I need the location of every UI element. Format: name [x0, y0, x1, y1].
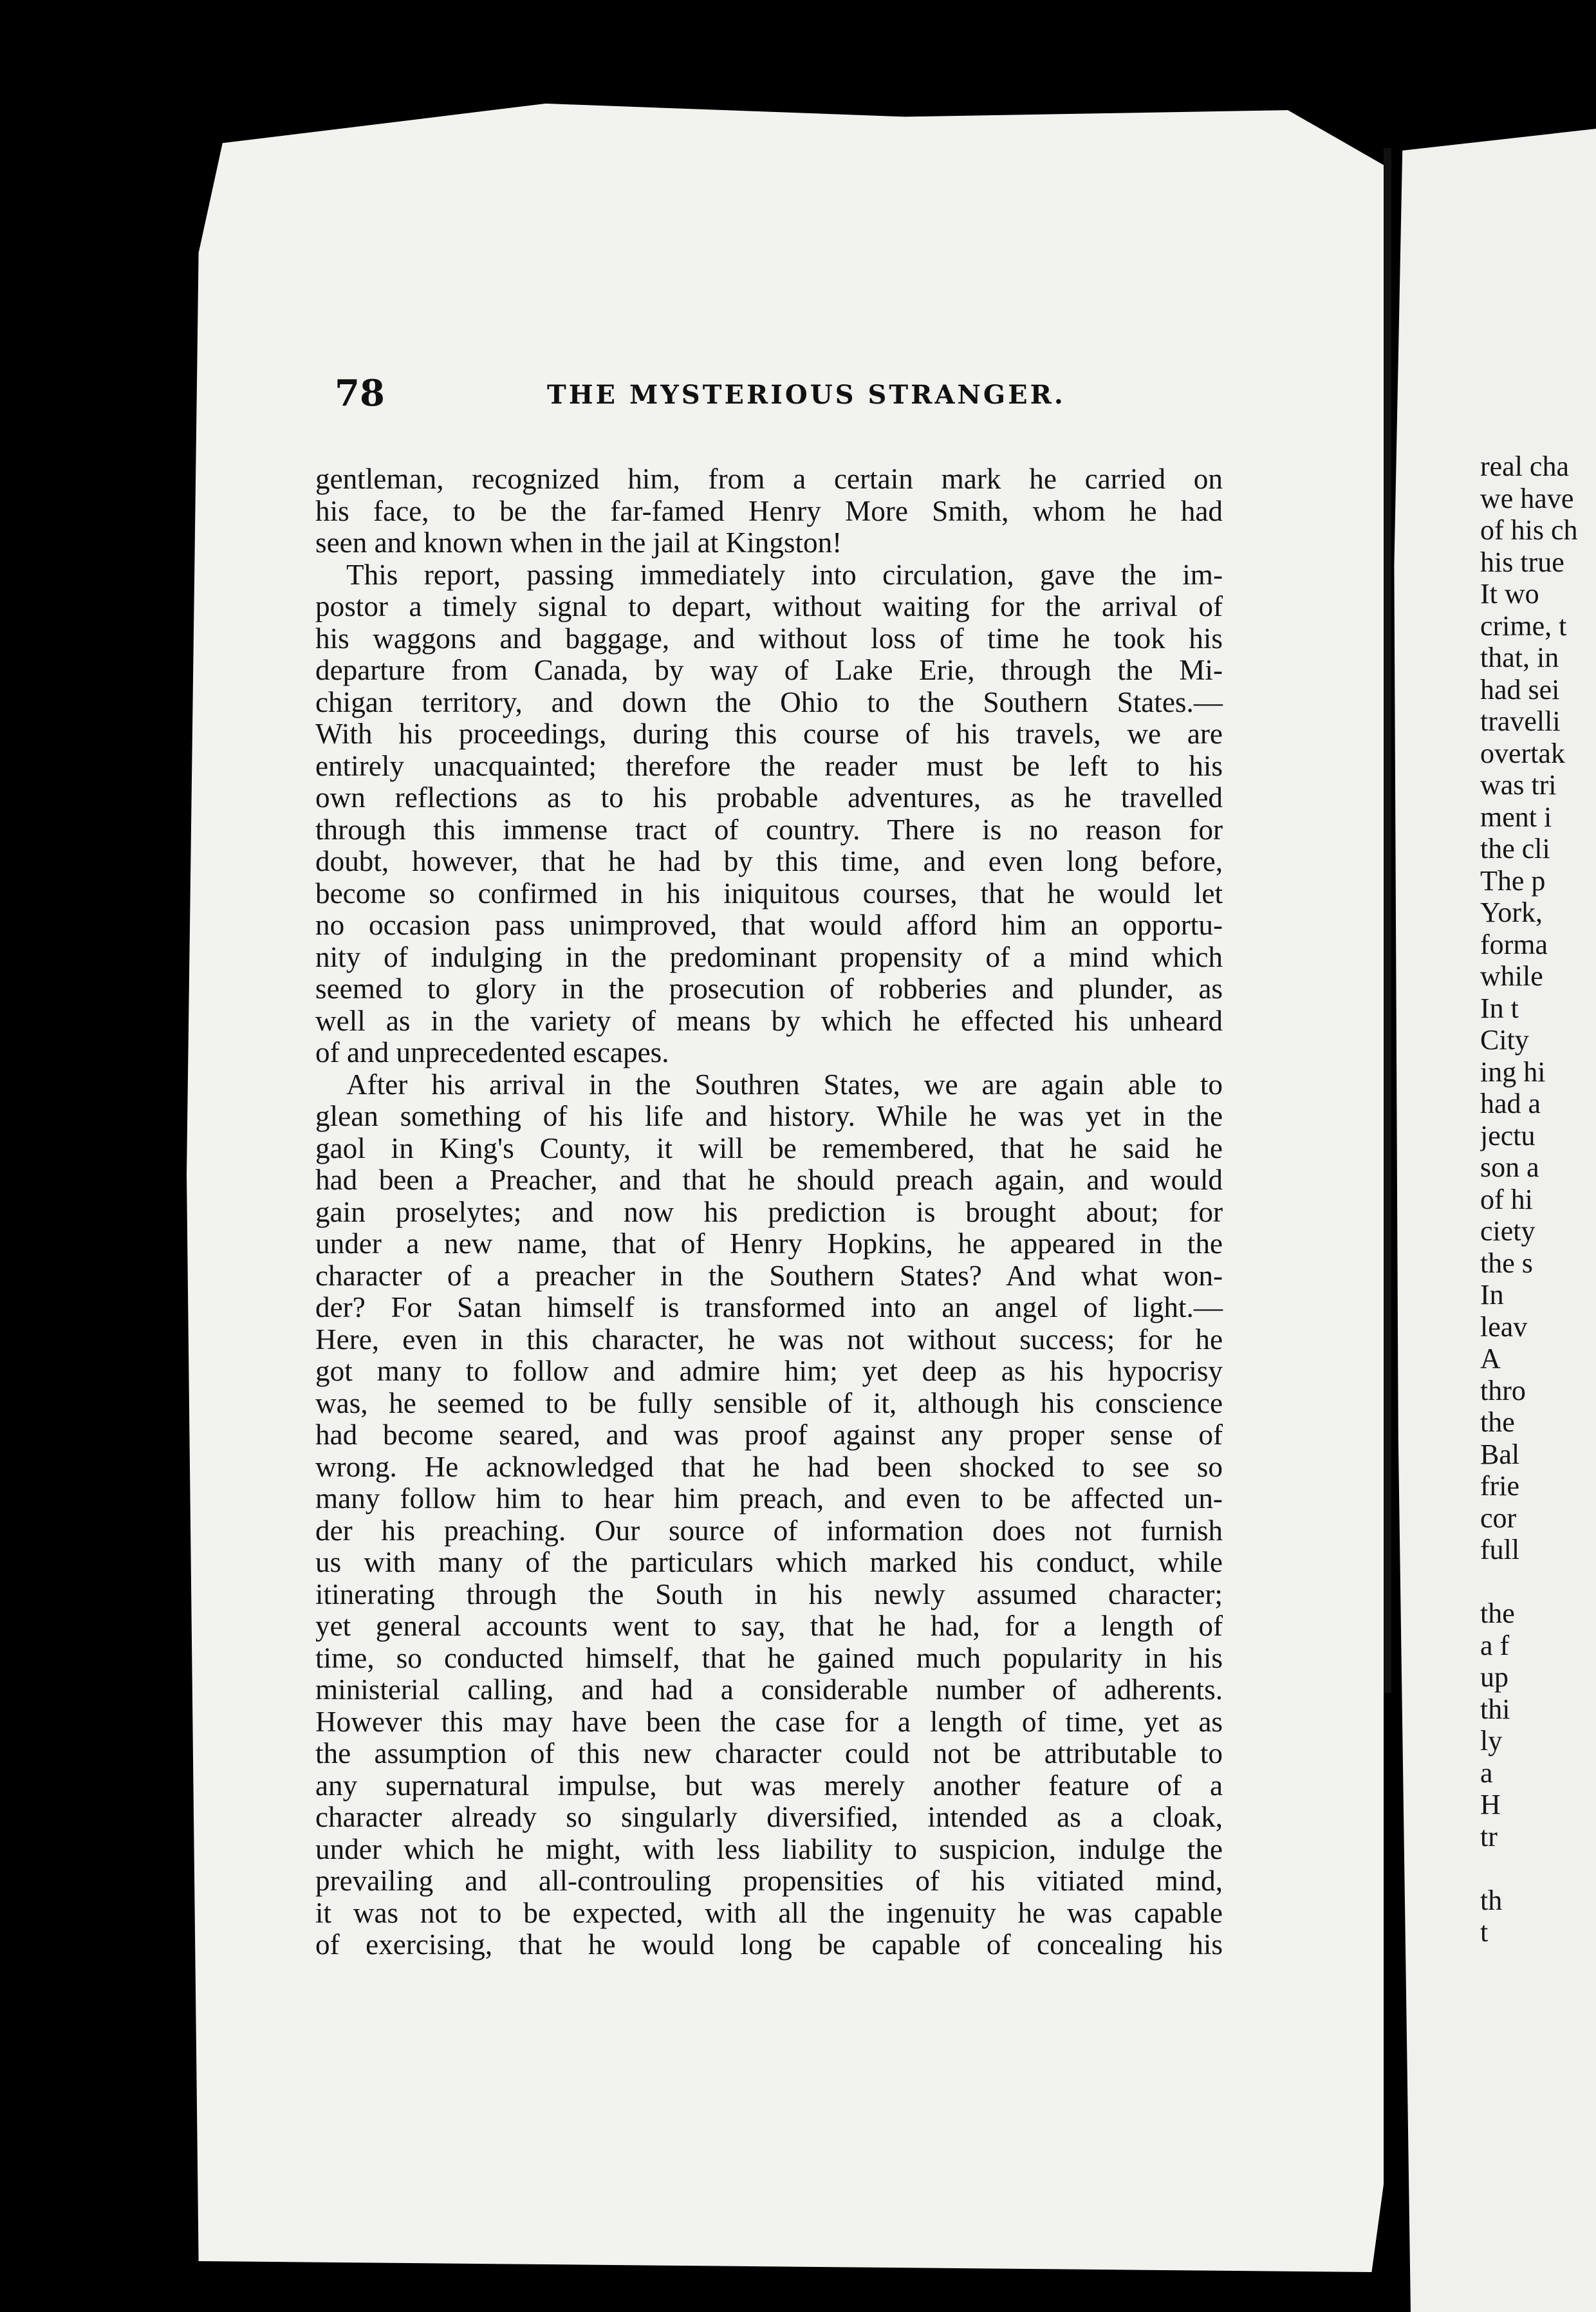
- text-fragment: of his ch: [1480, 514, 1578, 546]
- text-fragment: thi: [1480, 1693, 1510, 1725]
- text-fragment: his true: [1480, 546, 1564, 578]
- text-line: his face, to be the far-famed Henry More Smith, whom he had: [315, 494, 1223, 527]
- text-fragment: [1480, 1566, 1596, 1598]
- text-line: was, he seemed to be fully sensible of it, although his conscience: [315, 1386, 1223, 1419]
- book-gutter: [1384, 148, 1391, 1693]
- text-line: ministerial calling, and had a considerable number of adherents.: [315, 1673, 1223, 1706]
- text-fragment: A: [1480, 1343, 1501, 1374]
- text-fragment: overtak: [1480, 737, 1565, 769]
- text-line: had become seared, and was proof against any proper sense of: [315, 1419, 1223, 1451]
- text-line: many follow him to hear him preach, and even to be affected un-: [315, 1482, 1223, 1515]
- text-fragment: the: [1480, 1598, 1515, 1629]
- text-line: prevailing and all-controuling propensities of his vitiated mind,: [315, 1865, 1223, 1897]
- text-line: gaol in King's County, it will be remembered, that he said he: [315, 1132, 1223, 1164]
- text-fragment: ment i: [1480, 801, 1552, 833]
- text-line: own reflections as to his probable adventures, as he travelled: [315, 781, 1223, 814]
- text-fragment: York,: [1480, 897, 1543, 928]
- text-fragment: was tri: [1480, 769, 1557, 801]
- page-number: 78: [335, 372, 385, 415]
- text-fragment: the cli: [1480, 833, 1550, 864]
- text-fragment: the s: [1480, 1247, 1533, 1279]
- text-line: under which he might, with less liability to suspicion, indulge the: [315, 1832, 1223, 1865]
- text-fragment: City: [1480, 1024, 1529, 1056]
- text-line: gain proselytes; and now his prediction is brought about; for: [315, 1195, 1223, 1228]
- text-line: entirely unacquainted; therefore the reader must be left to his: [315, 749, 1223, 782]
- text-fragment: ing hi: [1480, 1056, 1546, 1088]
- text-line: got many to follow and admire him; yet deep as his hypocrisy: [315, 1355, 1223, 1387]
- text-fragment: crime, t: [1480, 610, 1567, 642]
- body-text: [315, 463, 1223, 1961]
- text-fragment: son a: [1480, 1151, 1539, 1183]
- text-line: seemed to glory in the prosecution of robberies and plunder, as: [315, 973, 1223, 1005]
- text-fragment: we have: [1480, 482, 1574, 514]
- text-line: glean something of his life and history. While he was yet in the: [315, 1100, 1223, 1132]
- text-fragment: leav: [1480, 1310, 1528, 1343]
- text-fragment: jectu: [1480, 1119, 1536, 1151]
- text-line: well as in the variety of means by which he effected his unheard: [315, 1004, 1223, 1037]
- text-line: wrong. He acknowledged that he had been shocked to see so: [315, 1450, 1223, 1483]
- text-fragment: had sei: [1480, 673, 1560, 705]
- text-line: had been a Preacher, and that he should preach again, and would: [315, 1164, 1223, 1196]
- text-line: his waggons and baggage, and without loss of time he took his: [315, 622, 1223, 655]
- text-line: under a new name, that of Henry Hopkins, he appeared in the: [315, 1227, 1223, 1260]
- text-line: of exercising, that he would long be capable of concealing his: [315, 1928, 1223, 1961]
- text-fragment: ly: [1480, 1725, 1503, 1757]
- text-line: postor a timely signal to depart, without waiting for the arrival of: [315, 590, 1223, 622]
- text-line: departure from Canada, by way of Lake Erie, through the Mi-: [315, 654, 1223, 686]
- text-fragment: full: [1480, 1534, 1520, 1565]
- text-fragment: tr: [1480, 1820, 1498, 1852]
- text-line: character of a preacher in the Southern States? And what won-: [315, 1259, 1223, 1292]
- text-line: through this immense tract of country. There is no reason for: [315, 813, 1223, 846]
- text-fragment: th: [1480, 1884, 1503, 1916]
- text-fragment: [1480, 1852, 1596, 1885]
- text-line: chigan territory, and down the Ohio to the Southern States.—: [315, 685, 1223, 718]
- text-fragment: It wo: [1480, 578, 1539, 610]
- text-line: of and unprecedented escapes.: [315, 1036, 669, 1068]
- text-line: der his preaching. Our source of information does not furnish: [315, 1514, 1223, 1547]
- text-fragment: H: [1480, 1789, 1501, 1820]
- text-line: nity of indulging in the predominant propensity of a mind which: [315, 940, 1223, 973]
- text-line: This report, passing immediately into circulation, gave the im-: [346, 558, 1223, 591]
- text-fragment: up: [1480, 1661, 1508, 1693]
- text-fragment: a f: [1480, 1629, 1510, 1661]
- text-line: it was not to be expected, with all the ingenuity he was capable: [315, 1896, 1223, 1929]
- text-fragment: In: [1480, 1279, 1504, 1310]
- text-fragment: t: [1480, 1916, 1489, 1948]
- text-line: Here, even in this character, he was not without success; for he: [315, 1323, 1223, 1356]
- text-line: the assumption of this new character could not be attributable to: [315, 1737, 1223, 1769]
- text-line: time, so conducted himself, that he gained much popularity in his: [315, 1641, 1223, 1674]
- text-fragment: travelli: [1480, 705, 1561, 737]
- text-fragment: of hi: [1480, 1183, 1533, 1215]
- text-fragment: frie: [1480, 1470, 1520, 1502]
- text-fragment: the: [1480, 1406, 1515, 1438]
- text-fragment: The p: [1480, 864, 1546, 897]
- text-line: itinerating through the South in his newly assumed character;: [315, 1578, 1223, 1610]
- text-line: us with many of the particulars which marked his conduct, while: [315, 1546, 1223, 1578]
- text-fragment: that, in: [1480, 642, 1559, 673]
- text-line: character already so singularly diversified, intended as a cloak,: [315, 1801, 1223, 1833]
- text-fragment: had a: [1480, 1088, 1541, 1119]
- text-fragment: ciety: [1480, 1215, 1536, 1247]
- text-fragment: thro: [1480, 1374, 1526, 1406]
- text-line: gentleman, recognized him, from a certain mark he carried on: [315, 463, 1223, 495]
- text-fragment: forma: [1480, 928, 1548, 960]
- text-line: become so confirmed in his iniquitous courses, that he would let: [315, 877, 1223, 909]
- text-line: doubt, however, that he had by this time, and even long before,: [315, 845, 1223, 877]
- text-line: der? For Satan himself is transformed into an angel of light.—: [315, 1291, 1223, 1323]
- right-page-text-fragments: [1480, 451, 1596, 1948]
- text-line: After his arrival in the Southren States, we are again able to: [346, 1068, 1223, 1101]
- text-line: With his proceedings, during this course of his travels, we are: [315, 718, 1223, 750]
- text-fragment: Bal: [1480, 1438, 1520, 1470]
- text-line: yet general accounts went to say, that he had, for a length of: [315, 1610, 1223, 1642]
- text-line: However this may have been the case for a length of time, yet as: [315, 1705, 1223, 1738]
- running-head: [335, 372, 1223, 418]
- text-line: seen and known when in the jail at Kingston!: [315, 527, 842, 559]
- text-fragment: a: [1480, 1757, 1493, 1789]
- text-line: no occasion pass unimproved, that would afford him an opportu-: [315, 909, 1223, 941]
- text-line: any supernatural impulse, but was merely another feature of a: [315, 1769, 1223, 1802]
- running-title: THE MYSTERIOUS STRANGER.: [547, 380, 1066, 410]
- text-fragment: real cha: [1480, 451, 1569, 482]
- text-fragment: In t: [1480, 992, 1519, 1024]
- text-fragment: cor: [1480, 1502, 1517, 1534]
- text-fragment: while: [1480, 960, 1543, 992]
